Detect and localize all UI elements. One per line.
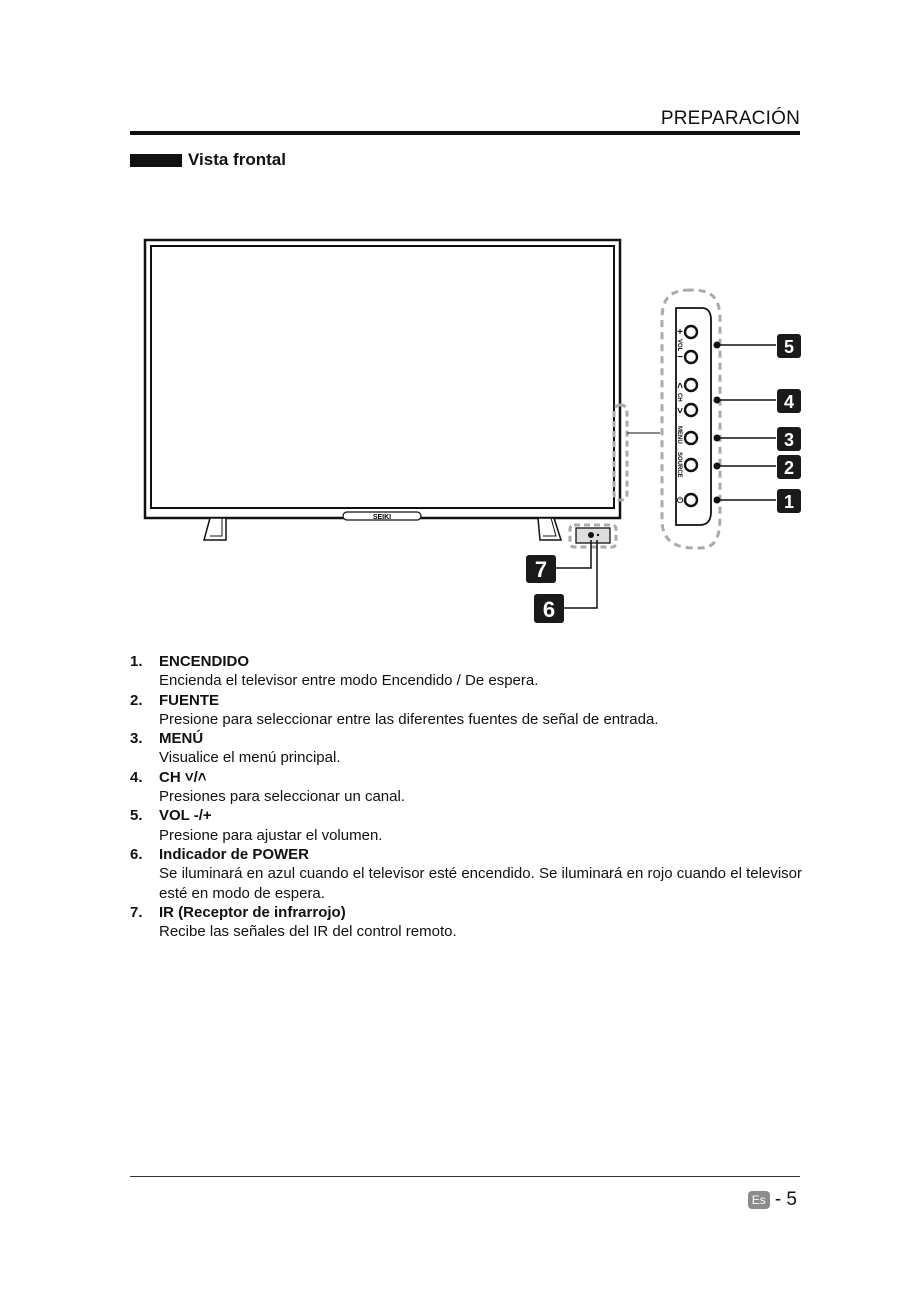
- svg-text:6: 6: [542, 597, 556, 622]
- language-badge: Es: [748, 1191, 770, 1209]
- callout-2: [777, 455, 801, 479]
- page-number: [748, 1189, 797, 1211]
- svg-text:1: 1: [783, 492, 795, 512]
- ch-label: CH: [676, 393, 682, 402]
- item-title: ENCENDIDO: [159, 653, 250, 670]
- ch-down-button: [685, 404, 697, 416]
- section-heading-text: Vista frontal: [188, 150, 286, 169]
- item-description: Presione para ajustar el volumen.: [159, 826, 383, 844]
- brand-label: SEIKI: [372, 514, 392, 521]
- source-button: [685, 459, 697, 471]
- item-number: 4.: [130, 768, 143, 786]
- callout-3: [777, 427, 801, 451]
- item-title: IR (Receptor de infrarrojo): [159, 903, 346, 921]
- item-description: Encienda el televisor entre modo Encendido / De espera.: [159, 672, 539, 690]
- svg-text:7: 7: [534, 557, 548, 582]
- ch-up-label: ˄: [677, 381, 683, 392]
- list-item: [130, 903, 802, 942]
- menu-label: MENU: [676, 426, 682, 444]
- vol-plus-label: +: [677, 327, 683, 338]
- item-title: Indicador de POWER: [159, 845, 310, 863]
- callout-6: [534, 594, 564, 623]
- page-number-text: - 5: [774, 1189, 797, 1210]
- item-description: Presione para seleccionar entre las diferentes fuentes de señal de entrada.: [159, 710, 659, 728]
- callout-7: [526, 555, 556, 583]
- source-label: SOURCE: [676, 452, 682, 478]
- item-title: MENÚ: [159, 730, 204, 748]
- vol-minus-label: −: [677, 352, 683, 363]
- list-item: [130, 768, 802, 807]
- item-number: 3.: [130, 730, 143, 748]
- feature-list: [130, 652, 802, 941]
- callout-5: [777, 334, 801, 358]
- power-button: [685, 494, 697, 506]
- callout-4: [777, 389, 801, 413]
- item-description: Visualice el menú principal.: [159, 749, 341, 767]
- page-header-title: PREPARACIÓN: [660, 108, 800, 129]
- footer-rule: [130, 1176, 800, 1177]
- ch-up-button: [685, 379, 697, 391]
- vol-minus-button: [685, 351, 697, 363]
- item-title: FUENTE: [159, 691, 219, 709]
- item-description: Se iluminará en azul cuando el televisor esté encendido. Se iluminará en rojo cuando el televisor esté en modo de espera.: [159, 865, 802, 902]
- menu-button: [685, 432, 697, 444]
- item-number: 2.: [130, 691, 143, 709]
- item-title: VOL -/+: [159, 807, 212, 825]
- vol-label: VOL: [676, 339, 682, 352]
- callout-1: [777, 489, 801, 513]
- item-description: Presiones para seleccionar un canal.: [159, 788, 405, 806]
- list-item: [130, 845, 802, 903]
- power-led-dot: [597, 534, 599, 536]
- item-description: Recibe las señales del IR del control remoto.: [159, 923, 457, 941]
- svg-text:4: 4: [783, 392, 795, 412]
- svg-text:2: 2: [783, 458, 795, 478]
- item-number: 6.: [130, 845, 143, 863]
- svg-text:5: 5: [783, 337, 795, 357]
- item-title: CH ˅/˄: [159, 768, 207, 786]
- list-item: [130, 691, 802, 730]
- power-symbol-label: ⏻: [676, 496, 684, 505]
- item-number: 5.: [130, 807, 143, 825]
- tv-front-view-diagram: [0, 0, 918, 640]
- list-item: [130, 652, 802, 691]
- list-item: [130, 806, 802, 845]
- list-item: [130, 729, 802, 768]
- item-number: 1.: [130, 653, 143, 670]
- ch-down-label: ˅: [677, 406, 683, 417]
- svg-text:3: 3: [783, 430, 795, 450]
- vol-plus-button: [685, 326, 697, 338]
- item-number: 7.: [130, 903, 143, 921]
- ir-sensor-dot: [588, 532, 594, 538]
- tv-screen: [151, 246, 614, 508]
- left-stand: [204, 518, 226, 540]
- right-stand: [538, 518, 561, 540]
